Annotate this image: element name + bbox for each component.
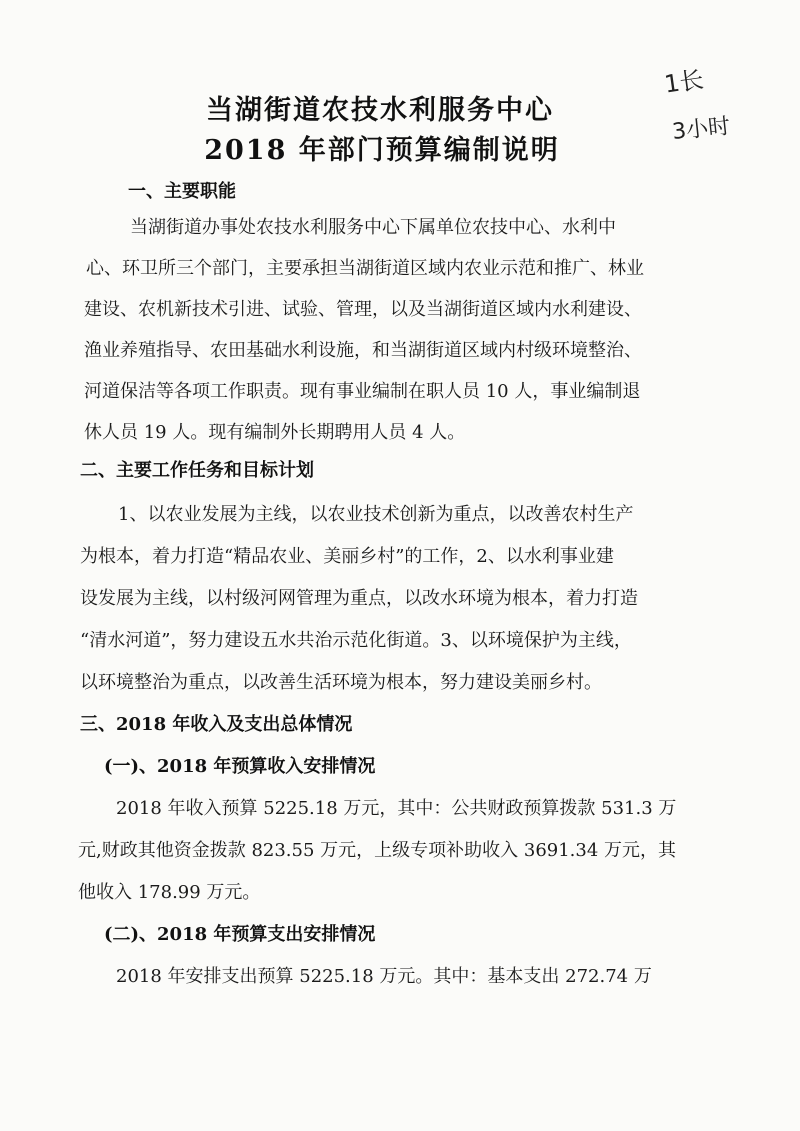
section3-sub2-heading: (二)、2018 年预算支出安排情况 [104, 924, 376, 945]
section1-line: 心、环卫所三个部门，主要承担当湖街道区域内农业示范和推广、林业 [86, 258, 644, 279]
section1-line: 河道保洁等各项工作职责。现有事业编制在职人员 10 人，事业编制退 [84, 381, 641, 402]
document-title-line2: 2018 年部门预算编制说明 [204, 135, 560, 166]
section1-line: 渔业养殖指导、农田基础水利设施，和当湖街道区域内村级环境整治、 [84, 340, 642, 361]
section2-line: 1、以农业发展为主线，以农业技术创新为重点，以改善农村生产 [118, 504, 634, 525]
section3-sub1-line: 元,财政其他资金拨款 823.55 万元，上级专项补助收入 3691.34 万元，其 [78, 840, 677, 861]
section1-line: 建设、农机新技术引进、试验、管理，以及当湖街道区域内水利建设、 [84, 299, 642, 320]
section2-line: 为根本，着力打造“精品农业、美丽乡村”的工作，2、以水利事业建 [80, 546, 614, 567]
section1-line: 当湖街道办事处农技水利服务中心下属单位农技中心、水利中 [130, 217, 616, 238]
section3-sub2-line: 2018 年安排支出预算 5225.18 万元。其中：基本支出 272.74 万 [116, 966, 652, 987]
section3-sub1-line: 他收入 178.99 万元。 [78, 882, 261, 903]
section2-line: 设发展为主线，以村级河网管理为重点，以改水环境为根本，着力打造 [80, 588, 638, 609]
section2-line: “清水河道”，努力建设五水共治示范化街道。3、以环境保护为主线， [80, 630, 632, 651]
section2-heading: 二、主要工作任务和目标计划 [80, 460, 314, 481]
section2-line: 以环境整治为重点，以改善生活环境为根本，努力建设美丽乡村。 [80, 672, 602, 693]
section3-heading: 三、2018 年收入及支出总体情况 [80, 714, 353, 735]
section1-heading: 一、主要职能 [128, 181, 236, 202]
section3-sub1-line: 2018 年收入预算 5225.18 万元，其中：公共财政预算拨款 531.3 万 [116, 798, 677, 819]
handwritten-note-line1: 1长 [662, 65, 706, 99]
document-title-line1: 当湖街道农技水利服务中心 [206, 95, 554, 126]
section3-sub1-heading: (一)、2018 年预算收入安排情况 [104, 756, 376, 777]
handwritten-note-line2: 3小时 [671, 114, 732, 145]
section1-line: 休人员 19 人。现有编制外长期聘用人员 4 人。 [84, 422, 466, 443]
